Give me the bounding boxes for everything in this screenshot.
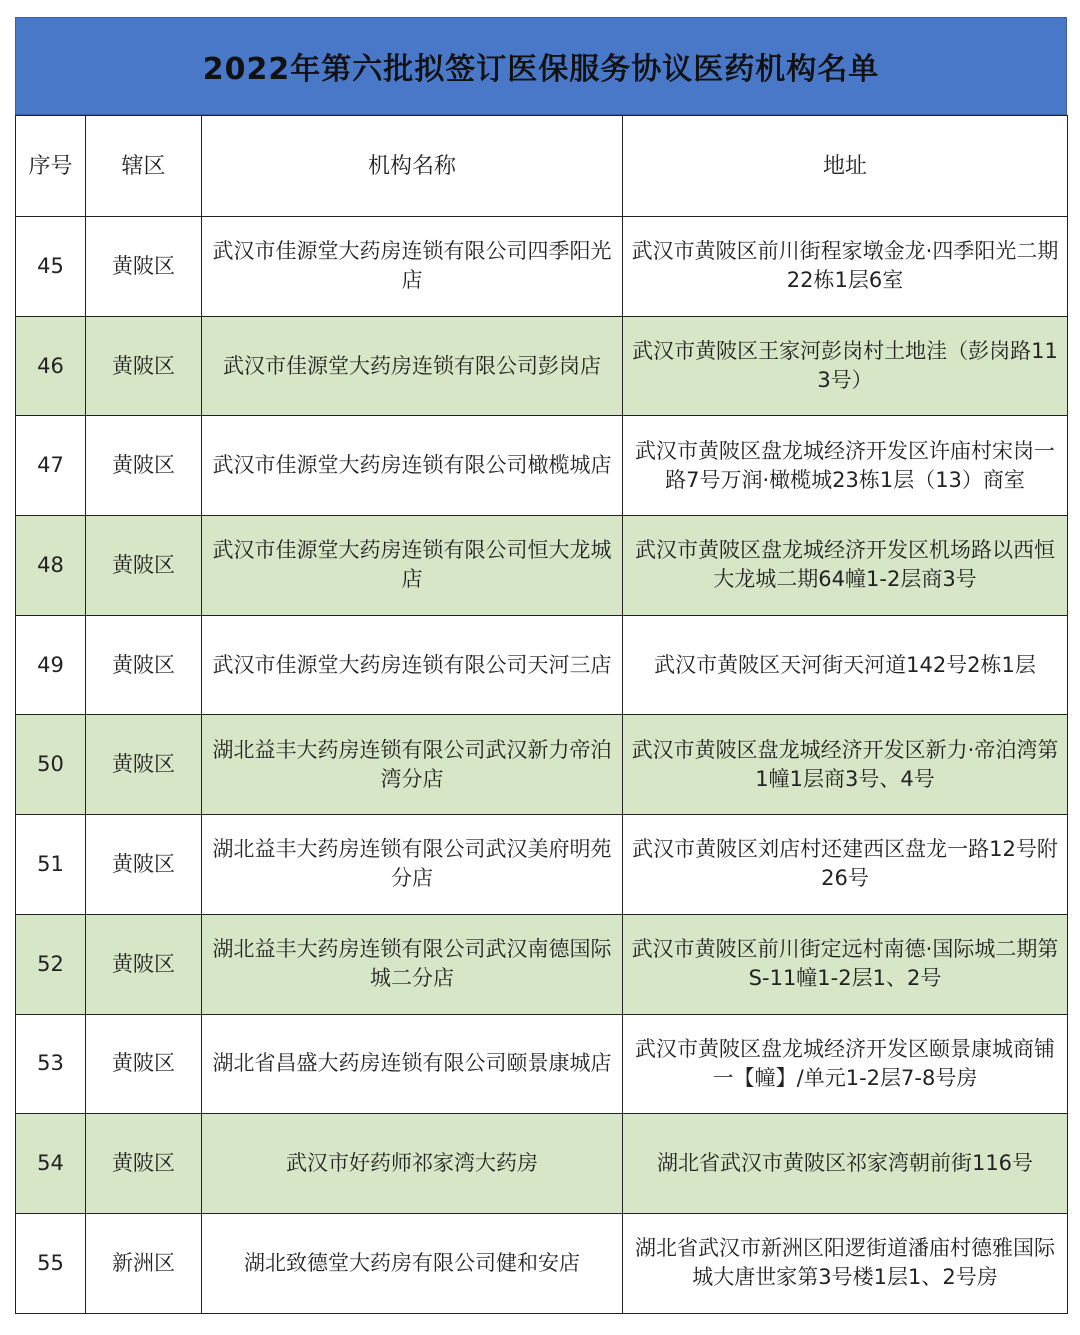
cell-district: 黄陂区 bbox=[86, 1114, 202, 1214]
table-body bbox=[16, 217, 1068, 1314]
table-row bbox=[16, 516, 1068, 616]
cell-district: 新洲区 bbox=[86, 1213, 202, 1313]
cell-district: 黄陂区 bbox=[86, 1014, 202, 1114]
table-row bbox=[16, 815, 1068, 915]
cell-address: 湖北省武汉市黄陂区祁家湾朝前街116号 bbox=[623, 1114, 1068, 1214]
institution-table bbox=[15, 115, 1068, 1314]
cell-address: 武汉市黄陂区前川街定远村南德·国际城二期第S-11幢1-2层1、2号 bbox=[623, 914, 1068, 1014]
cell-address: 湖北省武汉市新洲区阳逻街道潘庙村德雅国际城大唐世家第3号楼1层1、2号房 bbox=[623, 1213, 1068, 1313]
cell-number: 55 bbox=[16, 1213, 86, 1313]
cell-address: 武汉市黄陂区盘龙城经济开发区许庙村宋岗一路7号万润·橄榄城23栋1层（13）商室 bbox=[623, 416, 1068, 516]
cell-institution-name: 武汉市佳源堂大药房连锁有限公司橄榄城店 bbox=[202, 416, 623, 516]
header-number: 序号 bbox=[16, 116, 86, 217]
cell-address: 武汉市黄陂区盘龙城经济开发区新力·帝泊湾第1幢1层商3号、4号 bbox=[623, 715, 1068, 815]
cell-institution-name: 湖北致德堂大药房有限公司健和安店 bbox=[202, 1213, 623, 1313]
cell-address: 武汉市黄陂区刘店村还建西区盘龙一路12号附26号 bbox=[623, 815, 1068, 915]
cell-institution-name: 湖北省昌盛大药房连锁有限公司颐景康城店 bbox=[202, 1014, 623, 1114]
cell-address: 武汉市黄陂区天河街天河道142号2栋1层 bbox=[623, 615, 1068, 715]
cell-institution-name: 武汉市佳源堂大药房连锁有限公司彭岗店 bbox=[202, 316, 623, 416]
cell-institution-name: 武汉市佳源堂大药房连锁有限公司天河三店 bbox=[202, 615, 623, 715]
cell-institution-name: 湖北益丰大药房连锁有限公司武汉南德国际城二分店 bbox=[202, 914, 623, 1014]
table-row bbox=[16, 217, 1068, 317]
table-header-row bbox=[16, 116, 1068, 217]
cell-institution-name: 湖北益丰大药房连锁有限公司武汉美府明苑分店 bbox=[202, 815, 623, 915]
cell-number: 51 bbox=[16, 815, 86, 915]
cell-district: 黄陂区 bbox=[86, 316, 202, 416]
cell-district: 黄陂区 bbox=[86, 715, 202, 815]
cell-district: 黄陂区 bbox=[86, 516, 202, 616]
table-row bbox=[16, 1014, 1068, 1114]
cell-address: 武汉市黄陂区前川街程家墩金龙·四季阳光二期22栋1层6室 bbox=[623, 217, 1068, 317]
cell-number: 45 bbox=[16, 217, 86, 317]
cell-number: 48 bbox=[16, 516, 86, 616]
cell-district: 黄陂区 bbox=[86, 615, 202, 715]
cell-number: 54 bbox=[16, 1114, 86, 1214]
cell-district: 黄陂区 bbox=[86, 815, 202, 915]
table-row bbox=[16, 316, 1068, 416]
cell-number: 47 bbox=[16, 416, 86, 516]
cell-district: 黄陂区 bbox=[86, 217, 202, 317]
cell-institution-name: 武汉市佳源堂大药房连锁有限公司四季阳光店 bbox=[202, 217, 623, 317]
cell-institution-name: 湖北益丰大药房连锁有限公司武汉新力帝泊湾分店 bbox=[202, 715, 623, 815]
header-district: 辖区 bbox=[86, 116, 202, 217]
page-title: 2022年第六批拟签订医保服务协议医药机构名单 bbox=[202, 52, 880, 87]
cell-number: 49 bbox=[16, 615, 86, 715]
cell-number: 52 bbox=[16, 914, 86, 1014]
cell-institution-name: 武汉市佳源堂大药房连锁有限公司恒大龙城店 bbox=[202, 516, 623, 616]
table-row bbox=[16, 1114, 1068, 1214]
cell-institution-name: 武汉市好药师祁家湾大药房 bbox=[202, 1114, 623, 1214]
table-row bbox=[16, 715, 1068, 815]
table-row bbox=[16, 416, 1068, 516]
table-row bbox=[16, 615, 1068, 715]
header-address: 地址 bbox=[623, 116, 1068, 217]
table-row bbox=[16, 1213, 1068, 1313]
cell-number: 46 bbox=[16, 316, 86, 416]
cell-address: 武汉市黄陂区盘龙城经济开发区颐景康城商铺一【幢】/单元1-2层7-8号房 bbox=[623, 1014, 1068, 1114]
document-sheet bbox=[15, 17, 1067, 1314]
cell-district: 黄陂区 bbox=[86, 914, 202, 1014]
title-banner bbox=[15, 17, 1067, 115]
cell-address: 武汉市黄陂区王家河彭岗村土地洼（彭岗路113号） bbox=[623, 316, 1068, 416]
cell-district: 黄陂区 bbox=[86, 416, 202, 516]
cell-number: 53 bbox=[16, 1014, 86, 1114]
cell-number: 50 bbox=[16, 715, 86, 815]
table-row bbox=[16, 914, 1068, 1014]
cell-address: 武汉市黄陂区盘龙城经济开发区机场路以西恒大龙城二期64幢1-2层商3号 bbox=[623, 516, 1068, 616]
header-institution-name: 机构名称 bbox=[202, 116, 623, 217]
